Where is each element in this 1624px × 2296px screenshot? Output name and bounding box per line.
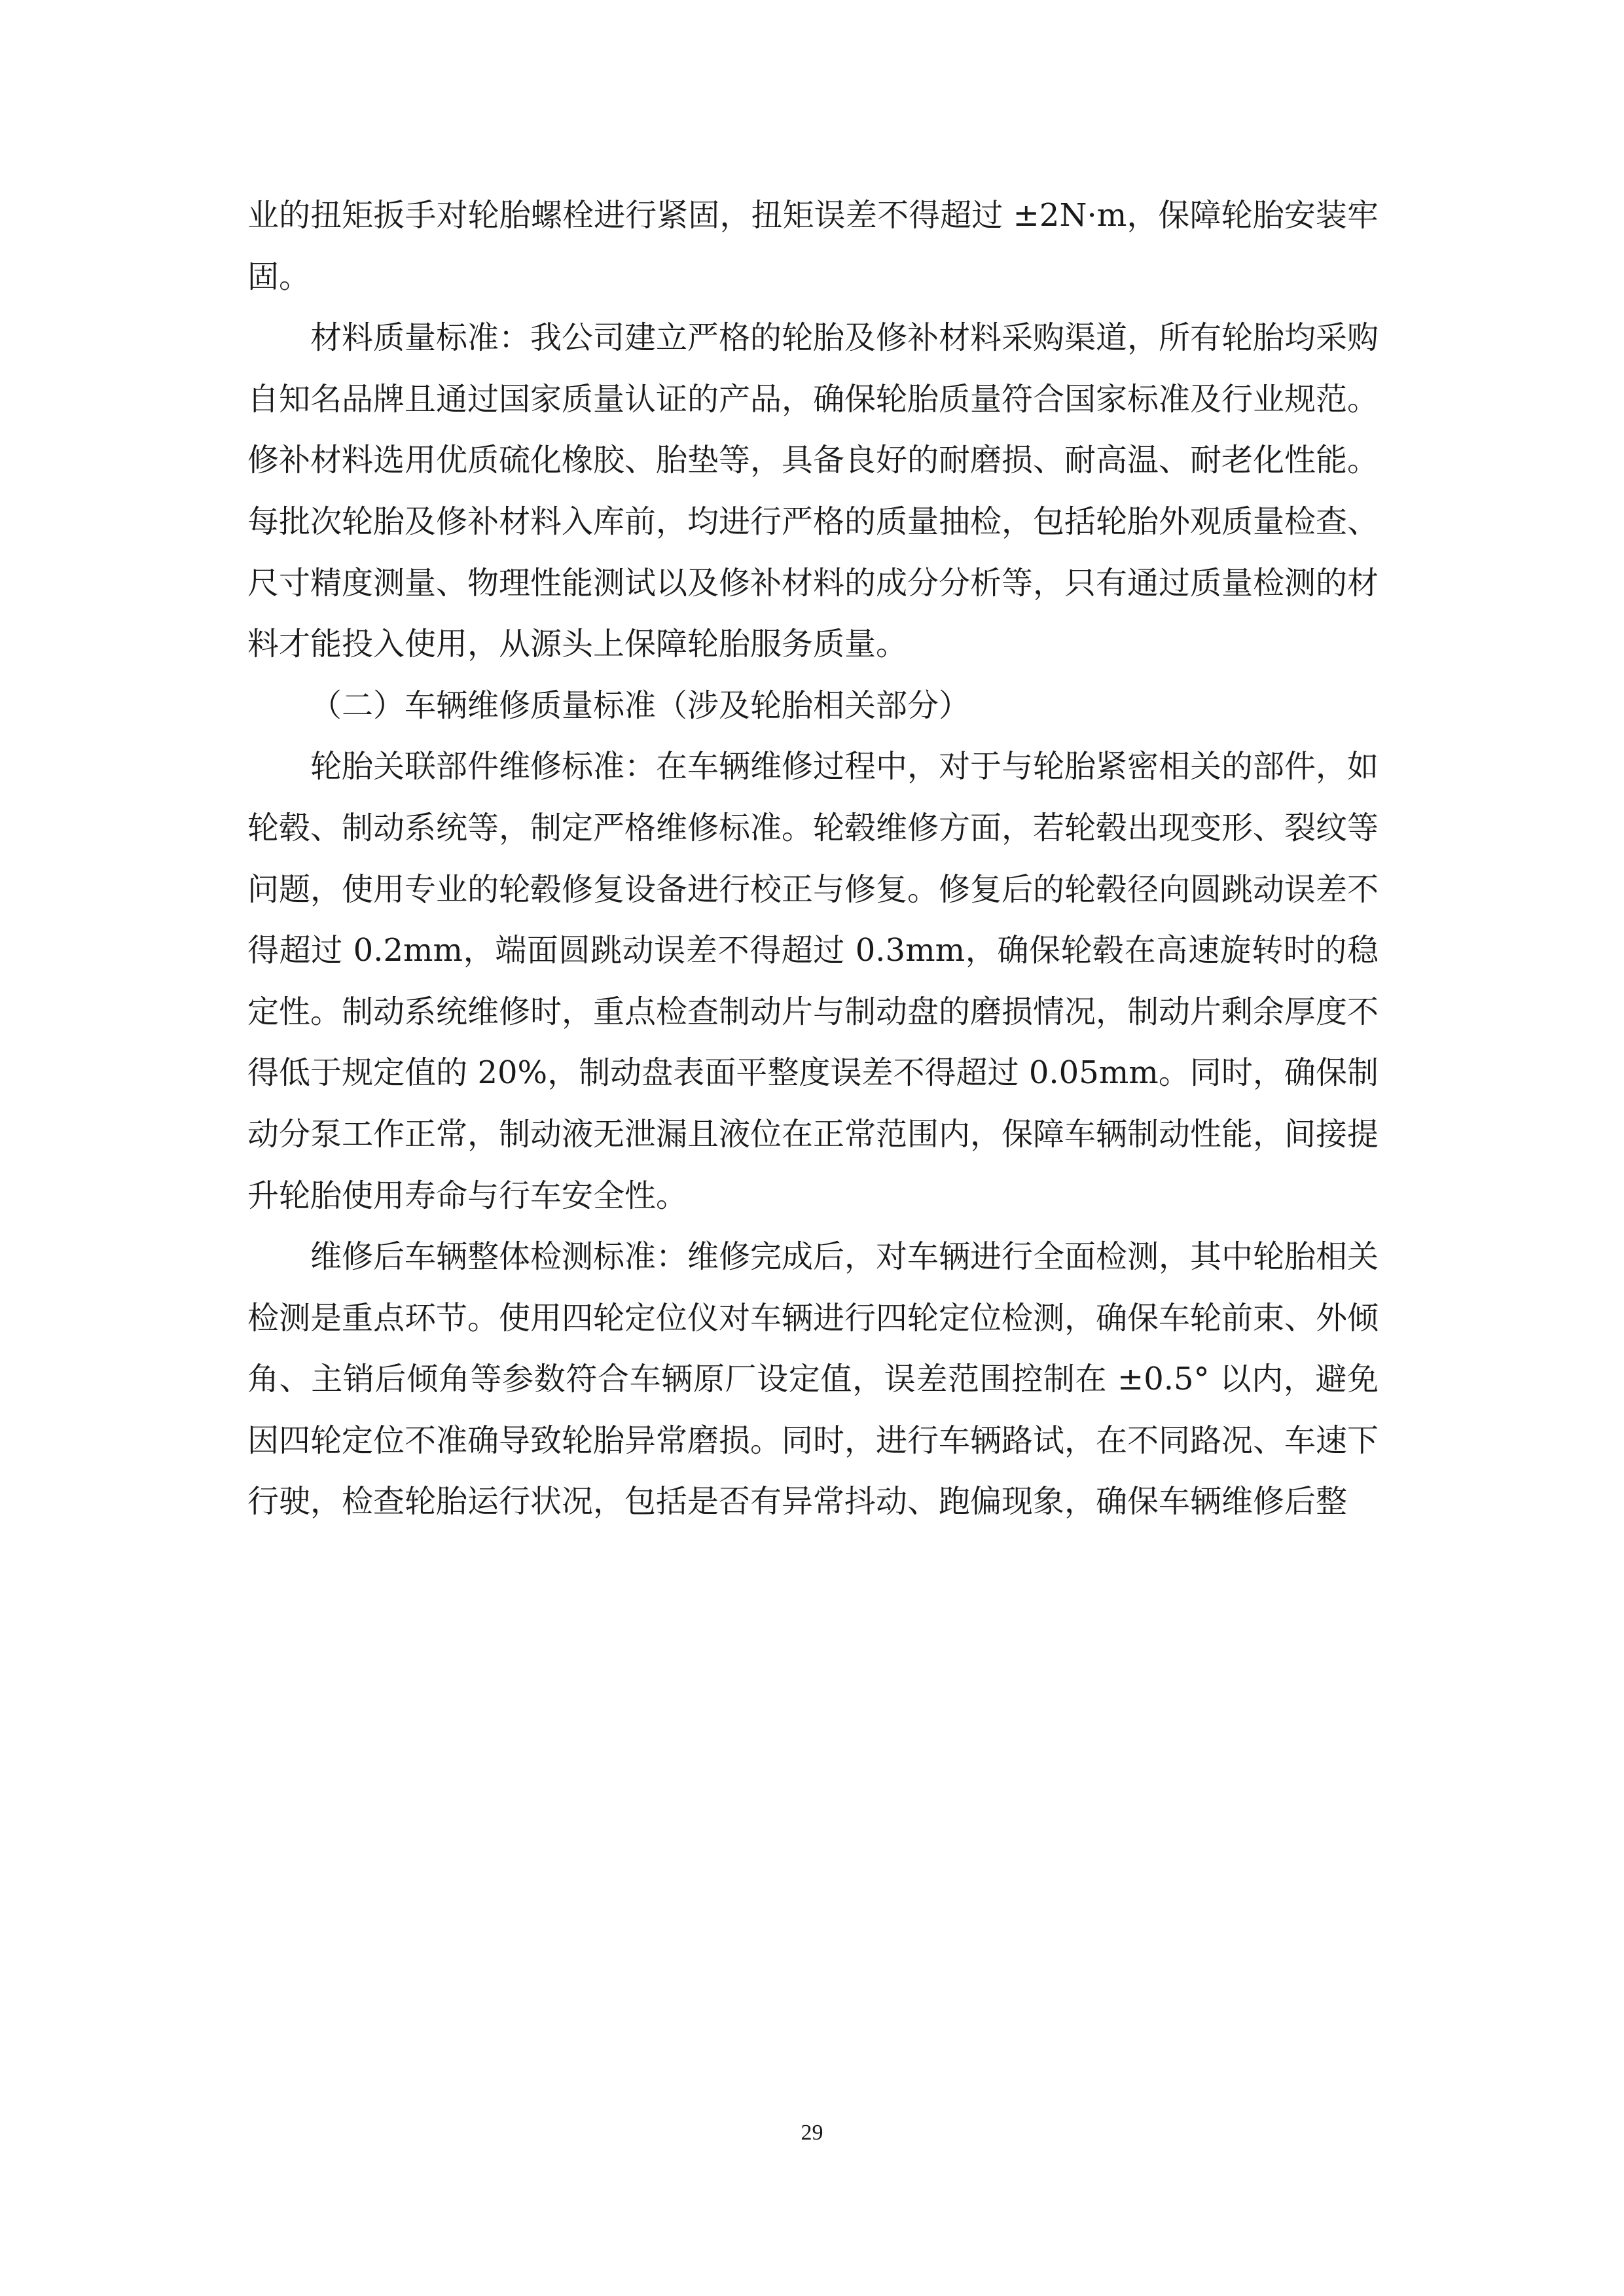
section-heading-vehicle-repair: （二）车辆维修质量标准（涉及轮胎相关部分）	[310, 687, 971, 724]
body-text	[247, 185, 1379, 1533]
paragraph-material-quality: 材料质量标准：我公司建立严格的轮胎及修补材料采购渠道，所有轮胎均采购自知名品牌且通过国家质量认证的产品，确保轮胎质量符合国家标准及行业规范。修补材料选用优质硫化橡胶、胎垫等，具备良好的耐磨损、耐高温、耐老化性能。每批次轮胎及修补材料入库前，均进行严格的质量抽检，包括轮胎外观质量检查、尺寸精度测量、物理性能测试以及修补材料的成分分析等，只有通过质量检测的材料才能投入使用，从源头上保障轮胎服务质量。	[247, 319, 1379, 663]
paragraph-tire-installation: 业的扭矩扳手对轮胎螺栓进行紧固，扭矩误差不得超过 ±2N·m，保障轮胎安装牢固。	[247, 197, 1379, 295]
paragraph-post-repair-inspection: 维修后车辆整体检测标准：维修完成后，对车辆进行全面检测，其中轮胎相关检测是重点环节。使用四轮定位仪对车辆进行四轮定位检测，确保车轮前束、外倾角、主销后倾角等参数符合车辆原厂设定值，误差范围控制在 ±0.5° 以内，避免因四轮定位不准确导致轮胎异常磨损。同时，进行车辆路试，在不同路况、车速下行驶，检查轮胎运行状况，包括是否有异常抖动、跑偏现象，确保车辆维修后整	[247, 1238, 1379, 1520]
page-number: 29	[801, 2121, 823, 2145]
paragraph-related-parts-repair: 轮胎关联部件维修标准：在车辆维修过程中，对于与轮胎紧密相关的部件，如轮毂、制动系统等，制定严格维修标准。轮毂维修方面，若轮毂出现变形、裂纹等问题，使用专业的轮毂修复设备进行校正与修复。修复后的轮毂径向圆跳动误差不得超过 0.2mm，端面圆跳动误差不得超过 0.3mm，确保轮毂在高速旋转时的稳定性。制动系统维修时，重点检查制动片与制动盘的磨损情况，制动片剩余厚度不得低于规定值的 20%，制动盘表面平整度误差不得超过 0.05mm。同时，确保制动分泵工作正常，制动液无泄漏且液位在正常范围内，保障车辆制动性能，间接提升轮胎使用寿命与行车安全性。	[247, 748, 1379, 1214]
